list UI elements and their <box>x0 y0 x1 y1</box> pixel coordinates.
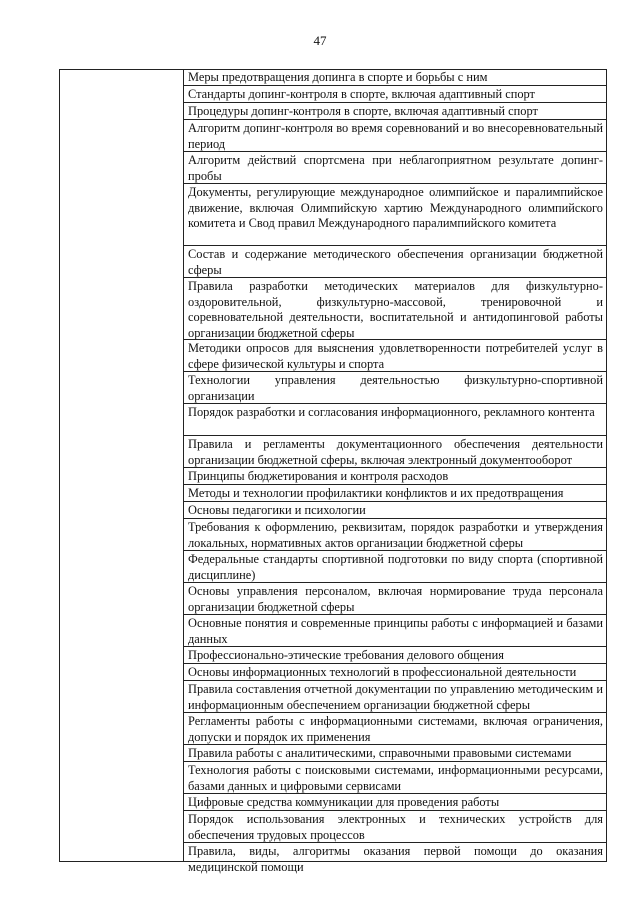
table-row: Стандарты допинг-контроля в спорте, включая адаптивный спорт <box>184 86 607 103</box>
table-row: Принципы бюджетирования и контроля расходов <box>184 468 607 485</box>
table-row: Технологии управления деятельностью физкультурно-спортивной организации <box>184 372 607 404</box>
table-row: Основные понятия и современные принципы работы с информацией и базами данных <box>184 615 607 647</box>
table-row: Основы управления персоналом, включая нормирование труда персонала организации бюджетной сферы <box>184 583 607 615</box>
table-row: Основы педагогики и психологии <box>184 502 607 519</box>
table-row: Методы и технологии профилактики конфликтов и их предотвращения <box>184 485 607 502</box>
table-row: Алгоритм действий спортсмена при неблагоприятном результате допинг-пробы <box>184 152 607 184</box>
table-row: Порядок использования электронных и технических устройств для обеспечения трудовых процессов <box>184 811 607 843</box>
table-row: Документы, регулирующие международное олимпийское и паралимпийское движение, включая Олимпийскую хартию Международного олимпийского комитета и Свод правил Международного паралимпийского комитета <box>184 184 607 246</box>
table-row: Федеральные стандарты спортивной подготовки по виду спорта (спортивной дисциплине) <box>184 551 607 583</box>
table-row: Профессионально-этические требования делового общения <box>184 647 607 664</box>
table-row: Основы информационных технологий в профессиональной деятельности <box>184 664 607 681</box>
table-row: Состав и содержание методического обеспечения организации бюджетной сферы <box>184 246 607 278</box>
page-number: 47 <box>313 33 327 48</box>
table-row: Правила, виды, алгоритмы оказания первой помощи до оказания медицинской помощи <box>188 844 603 874</box>
knowledge-table <box>184 69 607 875</box>
table-row: Правила составления отчетной документации по управлению методическим и информационным обеспечением организации бюджетной сферы <box>184 681 607 713</box>
table-row: Регламенты работы с информационными системами, включая ограничения, допуски и порядок их применения <box>184 713 607 745</box>
table-row: Цифровые средства коммуникации для проведения работы <box>184 794 607 811</box>
table-row: Правила и регламенты документационного обеспечения деятельности организации бюджетной сферы, включая электронный документооборот <box>184 436 607 468</box>
table-row: Правила разработки методических материалов для физкультурно-оздоровительной, физкультурно-массовой, тренировочной и соревновательной деятельности, воспитательной и антидопинговой работы организации бюджетной сферы <box>184 278 607 340</box>
table-row: Требования к оформлению, реквизитам, порядок разработки и утверждения локальных, нормативных актов организации бюджетной сферы <box>184 519 607 551</box>
table-row: Технология работы с поисковыми системами, информационными ресурсами, базами данных и цифровыми сервисами <box>184 762 607 794</box>
table-row: Порядок разработки и согласования информационного, рекламного контента <box>184 404 607 436</box>
table-row: Алгоритм допинг-контроля во время соревнований и во внесоревновательный период <box>184 120 607 152</box>
table-row: Меры предотвращения допинга в спорте и борьбы с ним <box>184 69 607 86</box>
table-left-column <box>59 69 184 862</box>
table-row: Правила работы с аналитическими, справочными правовыми системами <box>184 745 607 762</box>
table-row: Методики опросов для выяснения удовлетворенности потребителей услуг в сфере физической культуры и спорта <box>184 340 607 372</box>
table-row: Процедуры допинг-контроля в спорте, включая адаптивный спорт <box>184 103 607 120</box>
